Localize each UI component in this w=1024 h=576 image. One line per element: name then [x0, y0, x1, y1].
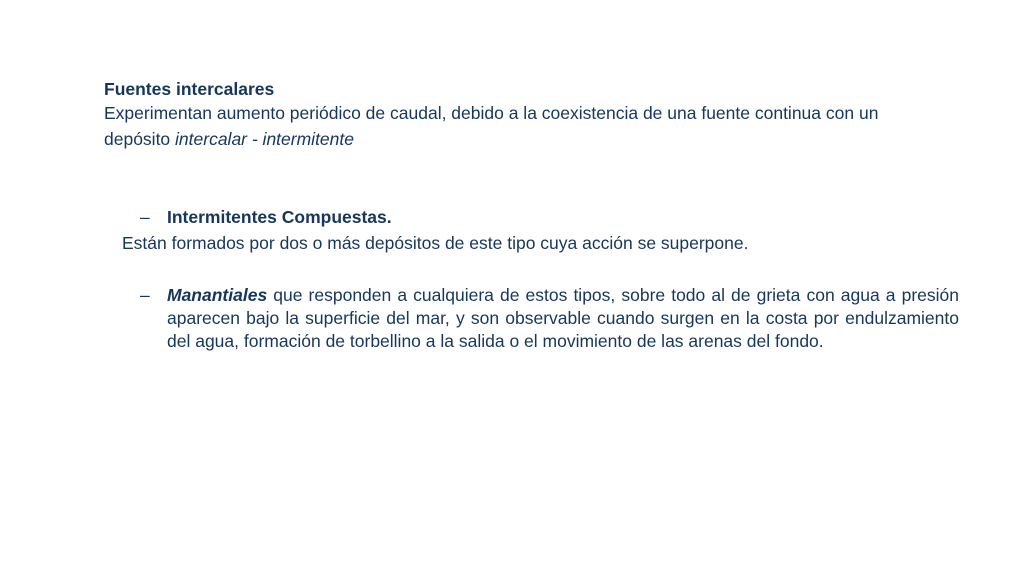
bullet-1-title: Intermitentes Compuestas. [167, 207, 392, 227]
bullet-2-text: que responden a cualquiera de estos tipos, sobre todo al de grieta con agua a presión aparecen bajo la superficie del mar, y son observable cuando surgen en la costa por endulzamiento del agua, formación de torbellino a la salida o el movimiento de las arenas del fondo. [167, 285, 959, 351]
intro-line-2 [104, 126, 984, 152]
bullet-dash-2: – [140, 285, 150, 305]
slide-heading: Fuentes intercalares [104, 79, 275, 99]
bullet-1-text: Están formados por dos o más depósitos de este tipo cuya acción se superpone. [122, 233, 749, 253]
intro-paragraph [104, 100, 984, 152]
bullet-2-paragraph [167, 284, 959, 353]
intro-line-2-italic: intercalar - intermitente [175, 129, 354, 149]
bullet-2-term: Manantiales [167, 285, 268, 305]
intro-line-2-prefix: depósito [104, 129, 176, 149]
bullet-dash-1: – [140, 207, 150, 227]
intro-line-1: Experimentan aumento periódico de caudal, debido a la coexistencia de una fuente continua con un [104, 103, 879, 123]
